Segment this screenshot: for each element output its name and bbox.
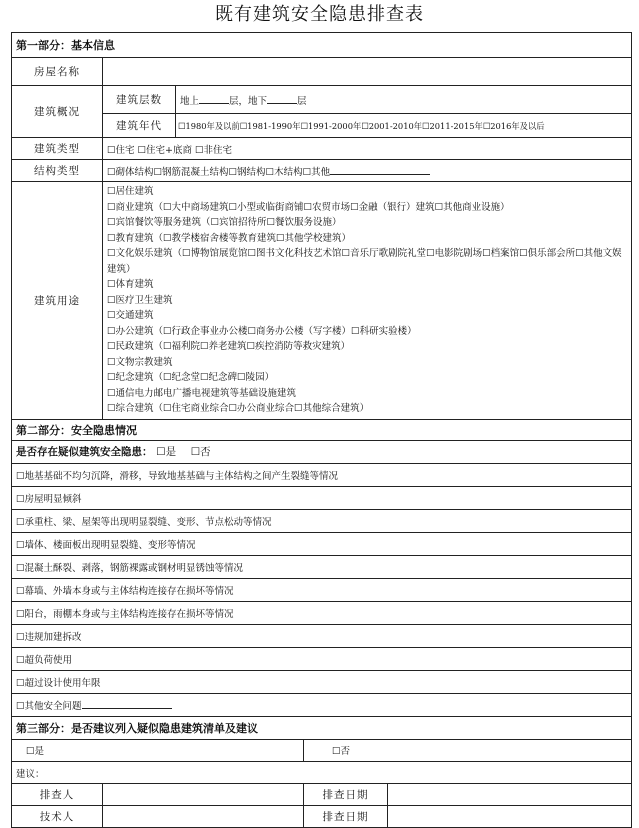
issue-row (12, 624, 632, 647)
floors-below-blank[interactable] (267, 93, 297, 104)
issue-row (12, 601, 632, 624)
issue-checkbox[interactable]: ☐违规加建拆改 (12, 624, 632, 647)
use-options (103, 182, 632, 420)
advice-row (12, 761, 632, 783)
use-label: 建筑用途 (12, 182, 103, 420)
issue-checkbox[interactable]: ☐幕墙、外墙本身或与主体结构连接存在损坏等情况 (12, 578, 632, 601)
floors-above-text: 地上 (180, 95, 200, 107)
structure-row (12, 160, 632, 182)
use-item[interactable]: ☐纪念建筑（☐纪念堂☐纪念碑☐陵园） (107, 372, 275, 383)
recommend-yes-checkbox[interactable]: ☐是 (12, 739, 304, 761)
use-item[interactable]: ☐交通建筑 (107, 310, 154, 321)
issue-row (12, 555, 632, 578)
use-row (12, 182, 632, 420)
year-row (12, 114, 632, 138)
technician-row (12, 805, 632, 827)
house-name-label: 房屋名称 (12, 58, 103, 86)
use-item[interactable]: ☐宾馆餐饮等服务建筑（☐宾馆招待所☐餐饮服务设施） (107, 217, 342, 228)
issue-checkbox[interactable]: ☐承重柱、梁、屋架等出现明显裂缝、变形、节点松动等情况 (12, 509, 632, 532)
hazard-question (12, 440, 632, 463)
type-options[interactable]: ☐住宅 ☐住宅+底商 ☐非住宅 (103, 138, 632, 160)
technician-date-label: 排查日期 (304, 805, 388, 827)
issue-row (12, 693, 632, 716)
use-item[interactable]: ☐文化娱乐建筑（☐博物馆展览馆☐图书文化科技艺术馆☐音乐厅歌剧院礼堂☐电影院剧场☐档案馆☐俱乐部会所☐其他文娱建筑） (107, 248, 622, 275)
use-item[interactable]: ☐综合建筑（☐住宅商业综合☐办公商业综合☐其他综合建筑） (107, 403, 370, 414)
technician-date-field[interactable] (388, 805, 632, 827)
inspector-field[interactable] (103, 783, 304, 805)
hazard-question-row (12, 440, 632, 463)
issue-checkbox[interactable]: ☐墙体、楼面板出现明显裂缝、变形等情况 (12, 532, 632, 555)
part1-header-row (12, 33, 632, 58)
issue-checkbox[interactable]: ☐超过设计使用年限 (12, 670, 632, 693)
issue-row (12, 647, 632, 670)
issue-row (12, 486, 632, 509)
floors-mid-text: 层，地下 (229, 95, 268, 107)
house-name-field[interactable] (103, 58, 632, 86)
use-item[interactable]: ☐通信电力邮电广播电视建筑等基础设施建筑 (107, 387, 297, 399)
floors-label: 建筑层数 (103, 86, 176, 114)
other-issue-text: ☐其他安全问题 (16, 700, 82, 712)
issue-row (12, 463, 632, 486)
floors-above-blank[interactable] (199, 93, 229, 104)
year-label: 建筑年代 (103, 114, 176, 138)
use-item[interactable]: ☐商业建筑（☐大中商场建筑☐小型或临街商铺☐农贸市场☐金融（银行）建筑☐其他商业设施） (107, 201, 510, 213)
part2-header-row (12, 419, 632, 440)
use-item[interactable]: ☐教育建筑（☐教学楼宿舍楼等教育建筑☐其他学校建筑） (107, 232, 352, 244)
issue-row (12, 509, 632, 532)
advice-label: 建议： (16, 768, 45, 780)
hazard-question-text: 是否存在疑似建筑安全隐患： (16, 446, 153, 458)
use-item[interactable]: ☐居住建筑 (107, 186, 154, 197)
technician-label: 技术人 (12, 805, 103, 827)
technician-field[interactable] (103, 805, 304, 827)
part2-header: 第二部分：安全隐患情况 (12, 419, 632, 440)
structure-options[interactable] (103, 160, 632, 182)
other-issue-blank[interactable] (82, 698, 172, 709)
structure-label: 结构类型 (12, 160, 103, 182)
recommend-no-checkbox[interactable]: ☐否 (304, 739, 632, 761)
part1-header: 第一部分：基本信息 (12, 33, 632, 58)
use-item[interactable]: ☐医疗卫生建筑 (107, 294, 173, 306)
inspector-label: 排查人 (12, 783, 103, 805)
issue-checkbox[interactable]: ☐房屋明显倾斜 (12, 486, 632, 509)
other-issue[interactable] (12, 693, 632, 716)
house-name-row (12, 58, 632, 86)
floors-end-text: 层 (297, 95, 307, 107)
overview-label: 建筑概况 (12, 86, 103, 138)
inspection-table (11, 32, 632, 828)
structure-options-text: ☐砌体结构☐钢筋混凝土结构☐钢结构☐木结构☐其他 (107, 166, 331, 178)
use-item[interactable]: ☐文物宗教建筑 (107, 356, 173, 368)
structure-other-blank[interactable] (330, 164, 430, 175)
issue-checkbox[interactable]: ☐超负荷使用 (12, 647, 632, 670)
part3-header-row (12, 716, 632, 739)
use-item[interactable]: ☐体育建筑 (107, 279, 154, 290)
issue-row (12, 670, 632, 693)
issue-row (12, 578, 632, 601)
use-item[interactable]: ☐民政建筑（☐福利院☐养老建筑☐疾控消防等救灾建筑） (107, 341, 351, 352)
issue-checkbox[interactable]: ☐混凝土酥裂、剥落，钢筋裸露或钢材明显锈蚀等情况 (12, 555, 632, 578)
recommend-row (12, 739, 632, 761)
year-options[interactable]: ☐1980年及以前☐1981-1990年☐1991-2000年☐2001-2010年☐2011-2015年☐2016年及以后 (176, 114, 632, 138)
form-title: 既有建筑安全隐患排查表 (215, 4, 424, 25)
part3-header: 第三部分：是否建议列入疑似隐患建筑清单及建议 (12, 716, 632, 739)
floors-row (12, 86, 632, 114)
issue-row (12, 532, 632, 555)
issue-checkbox[interactable]: ☐阳台，雨棚本身或与主体结构连接存在损坏等情况 (12, 601, 632, 624)
type-label: 建筑类型 (12, 138, 103, 160)
use-item[interactable]: ☐办公建筑（☐行政企事业办公楼☐商务办公楼（写字楼）☐科研实验楼） (107, 325, 417, 337)
issue-checkbox[interactable]: ☐地基基础不均匀沉降，滑移，导致地基基础与主体结构之间产生裂缝等情况 (12, 463, 632, 486)
inspection-date-field[interactable] (388, 783, 632, 805)
hazard-yes-checkbox[interactable]: ☐是 (156, 446, 177, 458)
inspector-row (12, 783, 632, 805)
inspection-date-label: 排查日期 (304, 783, 388, 805)
hazard-no-checkbox[interactable]: ☐否 (190, 446, 211, 458)
floors-field[interactable] (176, 86, 632, 114)
advice-field[interactable] (12, 761, 632, 783)
type-row (12, 138, 632, 160)
